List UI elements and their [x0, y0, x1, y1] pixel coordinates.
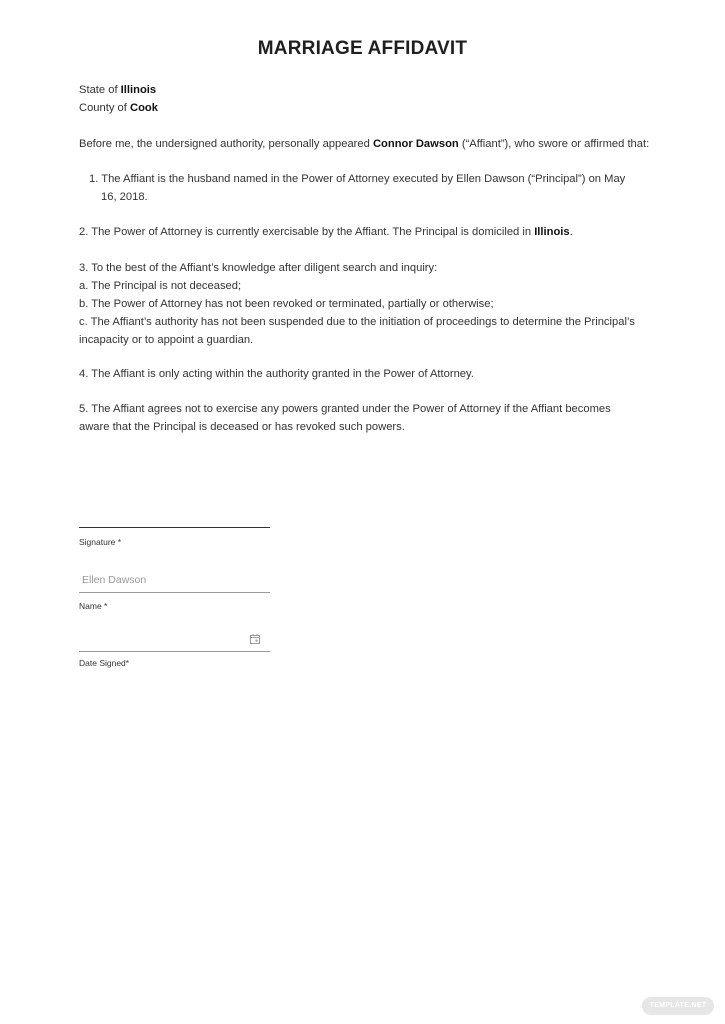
item-3-intro: 3. To the best of the Affiant’s knowledge after diligent search and inquiry: — [79, 262, 438, 274]
state-prefix: State of — [79, 84, 121, 96]
name-placeholder: Ellen Dawson — [82, 574, 147, 586]
item-4-text: 4. The Affiant is only acting within the authority granted in the Power of Attorney. — [79, 368, 474, 380]
item-3 — [79, 259, 659, 349]
signature-line[interactable] — [79, 527, 270, 528]
intro-before: Before me, the undersigned authority, personally appeared — [79, 138, 373, 150]
item-2 — [79, 223, 659, 241]
item-3-b: b. The Power of Attorney has not been revoked or terminated, partially or otherwise; — [79, 298, 494, 310]
item-1-line-2: 16, 2018. — [101, 191, 148, 203]
item-5-line-2: aware that the Principal is deceased or has revoked such powers. — [79, 421, 405, 433]
date-label: Date Signed* — [79, 658, 130, 668]
signature-field[interactable] — [79, 527, 270, 528]
item-3-c-line-1: c. The Affiant’s authority has not been suspended due to the initiation of proceedings to determine the Principal’s — [79, 316, 635, 328]
state-line — [79, 81, 659, 99]
item-4 — [79, 365, 659, 383]
date-input[interactable] — [79, 629, 270, 652]
document-title: MARRIAGE AFFIDAVIT — [257, 38, 468, 59]
item-1-line-1: 1. The Affiant is the husband named in the Power of Attorney executed by Ellen Dawson (“Principal”) on May — [89, 173, 626, 185]
county-value: Cook — [130, 102, 158, 114]
name-field[interactable] — [79, 570, 270, 593]
name-label: Name * — [79, 601, 108, 611]
item-3-c-line-2: incapacity or to appoint a guardian. — [79, 334, 254, 346]
county-prefix: County of — [79, 102, 130, 114]
item-2-state: Illinois — [534, 226, 570, 238]
signature-label: Signature * — [79, 537, 122, 547]
calendar-icon[interactable] — [250, 634, 260, 644]
intro-after: (“Affiant”), who swore or affirmed that: — [458, 138, 650, 150]
item-5-line-1: 5. The Affiant agrees not to exercise any powers granted under the Power of Attorney if the Affiant becomes — [79, 403, 611, 415]
jurisdiction-block — [79, 81, 659, 117]
date-field[interactable] — [79, 629, 270, 652]
county-line — [79, 99, 659, 117]
state-value: Illinois — [120, 84, 157, 96]
affiant-name: Connor Dawson — [372, 138, 459, 150]
name-input[interactable] — [79, 570, 270, 593]
intro-paragraph — [79, 135, 659, 153]
item-2-end: . — [569, 226, 573, 238]
item-2-text: 2. The Power of Attorney is currently exercisable by the Affiant. The Principal is domiciled in — [79, 226, 535, 238]
item-5 — [79, 400, 659, 436]
item-3-a: a. The Principal is not deceased; — [79, 280, 242, 292]
watermark-badge: TEMPLATE.NET — [642, 997, 714, 1015]
item-1 — [79, 170, 659, 206]
